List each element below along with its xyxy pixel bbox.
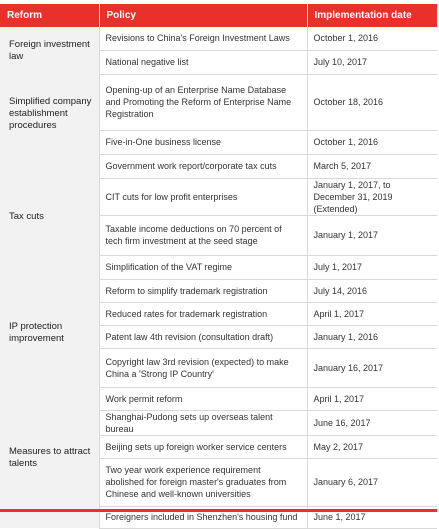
date-cell: October 1, 2016 [307, 27, 437, 50]
date-cell: July 14, 2016 [307, 279, 437, 302]
header-date: Implementation date [307, 4, 437, 27]
policy-cell: Government work report/corporate tax cuts [99, 154, 307, 178]
date-cell: January 16, 2017 [307, 348, 437, 387]
header-row [0, 4, 437, 27]
bottom-rule [0, 509, 437, 512]
date-cell: July 10, 2017 [307, 50, 437, 74]
policy-cell: CIT cuts for low profit enterprises [99, 178, 307, 215]
table-row [0, 279, 437, 302]
date-cell: May 2, 2017 [307, 435, 437, 458]
date-cell: March 5, 2017 [307, 154, 437, 178]
header-reform: Reform [0, 4, 99, 27]
date-cell: January 6, 2017 [307, 458, 437, 506]
policy-cell: Five-in-One business license [99, 130, 307, 154]
date-cell: January 1, 2016 [307, 325, 437, 348]
reform-attract-talents: Measures to attract talents [0, 387, 99, 528]
policy-cell: Reform to simplify trademark registration [99, 279, 307, 302]
reform-simplified-company-establishment: Simplified company establishment procedures [0, 74, 99, 154]
date-cell: July 1, 2017 [307, 255, 437, 279]
date-cell: October 1, 2016 [307, 130, 437, 154]
policy-cell: Shanghai-Pudong sets up overseas talent bureau [99, 410, 307, 435]
policy-cell: Foreigners included in Shenzhen's housing fund [99, 506, 307, 528]
reform-policy-table [0, 4, 437, 529]
reform-foreign-investment-law: Foreign investment law [0, 27, 99, 74]
table-row [0, 74, 437, 130]
table-row [0, 154, 437, 178]
date-cell: October 18, 2016 [307, 74, 437, 130]
policy-cell: Copyright law 3rd revision (expected) to make China a 'Strong IP Country' [99, 348, 307, 387]
date-cell: January 1, 2017 [307, 215, 437, 255]
policy-cell: Two year work experience requirement abolished for foreign master's graduates from Chinese and well-known universities [99, 458, 307, 506]
policy-cell: Opening-up of an Enterprise Name Database and Promoting the Reform of Enterprise Name Registration [99, 74, 307, 130]
policy-cell: Reduced rates for trademark registration [99, 302, 307, 325]
policy-cell: Work permit reform [99, 387, 307, 410]
header-policy: Policy [99, 4, 307, 27]
policy-cell: National negative list [99, 50, 307, 74]
date-cell: January 1, 2017, to December 31, 2019 (Extended) [307, 178, 437, 215]
date-cell: June 1, 2017 [307, 506, 437, 528]
date-cell: June 16, 2017 [307, 410, 437, 435]
reform-ip-protection: IP protection improvement [0, 279, 99, 387]
policy-cell: Simplification of the VAT regime [99, 255, 307, 279]
date-cell: April 1, 2017 [307, 387, 437, 410]
policy-cell: Patent law 4th revision (consultation draft) [99, 325, 307, 348]
date-cell: April 1, 2017 [307, 302, 437, 325]
policy-cell: Beijing sets up foreign worker service centers [99, 435, 307, 458]
table-row [0, 27, 437, 50]
policy-cell: Taxable income deductions on 70 percent of tech firm investment at the seed stage [99, 215, 307, 255]
table-row [0, 387, 437, 410]
policy-cell: Revisions to China's Foreign Investment Laws [99, 27, 307, 50]
reform-tax-cuts: Tax cuts [0, 154, 99, 279]
table-body [0, 27, 437, 528]
